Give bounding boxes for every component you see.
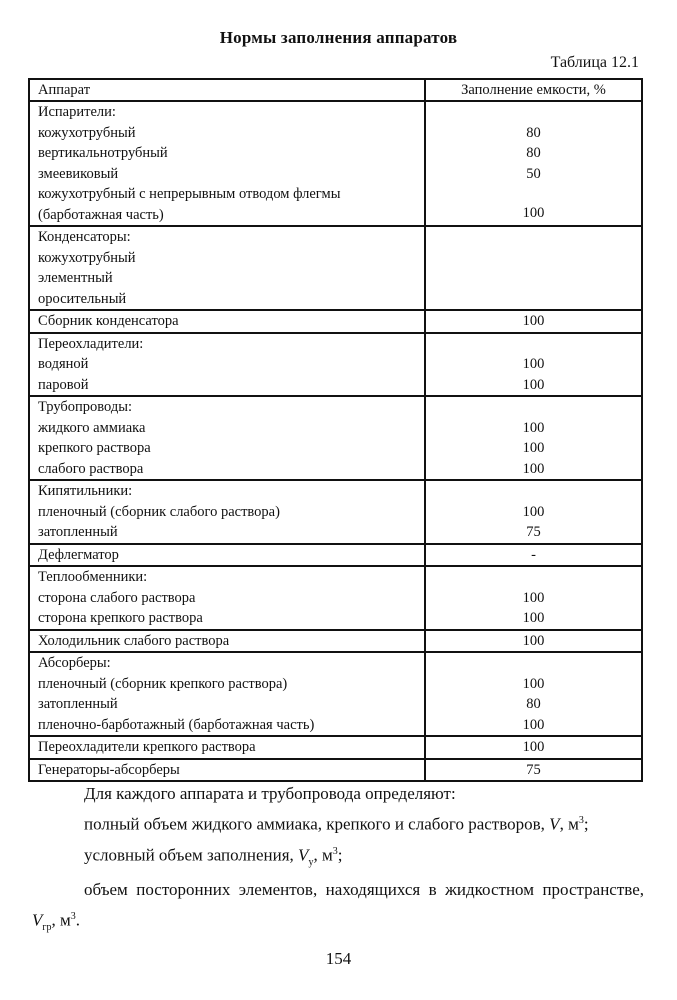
apparatus-cell: Сборник конденсатора bbox=[29, 310, 425, 333]
apparatus-cell: сторона крепкого раствора bbox=[29, 608, 425, 630]
fill-percent-cell: 100 bbox=[425, 674, 642, 695]
apparatus-cell: Кипятильники: bbox=[29, 480, 425, 502]
apparatus-cell: Трубопроводы: bbox=[29, 396, 425, 418]
apparatus-cell: оросительный bbox=[29, 289, 425, 311]
table-row bbox=[29, 652, 642, 674]
table-group bbox=[29, 652, 642, 736]
fill-percent-cell: 100 bbox=[425, 736, 642, 759]
apparatus-cell: Конденсаторы: bbox=[29, 226, 425, 248]
table-group bbox=[29, 226, 642, 310]
table-group bbox=[29, 544, 642, 567]
table-row bbox=[29, 566, 642, 588]
apparatus-cell: пленочно-барботажный (барботажная часть) bbox=[29, 715, 425, 737]
apparatus-cell: крепкого раствора bbox=[29, 438, 425, 459]
table-row bbox=[29, 630, 642, 653]
table-row bbox=[29, 502, 642, 523]
apparatus-cell: Переохладители: bbox=[29, 333, 425, 355]
table-title: Нормы заполнения аппаратов bbox=[219, 28, 458, 47]
fill-percent-cell: 100 bbox=[425, 502, 642, 523]
apparatus-cell: жидкого аммиака bbox=[29, 418, 425, 439]
table-row bbox=[29, 438, 642, 459]
fill-percent-cell: - bbox=[425, 544, 642, 567]
table-row bbox=[29, 143, 642, 164]
paragraph-foreign-volume: объем посторонних элементов, находящихся в жидкостном пространстве, $V_{гр}$, $м^3$. bbox=[32, 879, 644, 933]
table-row bbox=[29, 544, 642, 567]
apparatus-cell: кожухотрубный bbox=[29, 123, 425, 144]
table-group bbox=[29, 101, 642, 226]
apparatus-cell: кожухотрубный bbox=[29, 248, 425, 269]
table-group bbox=[29, 480, 642, 544]
table-row bbox=[29, 694, 642, 715]
page-number: 154 bbox=[325, 949, 352, 968]
fill-percent-cell bbox=[425, 333, 642, 355]
table-row bbox=[29, 289, 642, 311]
table-group bbox=[29, 566, 642, 630]
fill-percent-cell: 100 bbox=[425, 375, 642, 397]
fill-percent-cell: 100 bbox=[425, 184, 642, 226]
apparatus-cell: Холодильник слабого раствора bbox=[29, 630, 425, 653]
table-group bbox=[29, 310, 642, 333]
apparatus-cell: Дефлегматор bbox=[29, 544, 425, 567]
fill-percent-cell: 100 bbox=[425, 310, 642, 333]
apparatus-cell: элементный bbox=[29, 268, 425, 289]
fill-percent-cell bbox=[425, 226, 642, 248]
table-row bbox=[29, 333, 642, 355]
fill-percent-cell: 100 bbox=[425, 459, 642, 481]
table-row bbox=[29, 354, 642, 375]
apparatus-cell: водяной bbox=[29, 354, 425, 375]
table-row bbox=[29, 759, 642, 782]
table-group bbox=[29, 630, 642, 653]
fill-percent-cell bbox=[425, 101, 642, 123]
fill-percent-cell bbox=[425, 248, 642, 269]
table-row bbox=[29, 310, 642, 333]
fill-percent-cell bbox=[425, 652, 642, 674]
table-row bbox=[29, 226, 642, 248]
fill-percent-cell: 75 bbox=[425, 759, 642, 782]
apparatus-cell: змеевиковый bbox=[29, 164, 425, 185]
apparatus-cell: Генераторы-абсорберы bbox=[29, 759, 425, 782]
fill-percent-cell: 100 bbox=[425, 630, 642, 653]
apparatus-cell: пленочный (сборник слабого раствора) bbox=[29, 502, 425, 523]
table-row bbox=[29, 588, 642, 609]
table-row bbox=[29, 268, 642, 289]
apparatus-cell: Испарители: bbox=[29, 101, 425, 123]
apparatus-cell: Абсорберы: bbox=[29, 652, 425, 674]
apparatus-cell: вертикальнотрубный bbox=[29, 143, 425, 164]
table-row bbox=[29, 480, 642, 502]
table-group bbox=[29, 333, 642, 397]
fill-percent-cell: 100 bbox=[425, 608, 642, 630]
table-row bbox=[29, 418, 642, 439]
table-row bbox=[29, 459, 642, 481]
paragraph-fill-volume: условный объем заполнения, $V_у$, $м^3$; bbox=[84, 845, 343, 868]
fill-percent-cell: 80 bbox=[425, 694, 642, 715]
fill-percent-cell bbox=[425, 396, 642, 418]
table-group bbox=[29, 396, 642, 480]
table-row bbox=[29, 184, 642, 226]
header-fill: Заполнение емкости, % bbox=[425, 79, 642, 101]
table-row bbox=[29, 375, 642, 397]
fill-percent-cell: 100 bbox=[425, 588, 642, 609]
apparatus-cell: кожухотрубный с непрерывным отводом флегмы (барботажная часть) bbox=[29, 184, 425, 226]
apparatus-cell: Теплообменники: bbox=[29, 566, 425, 588]
paragraph-intro: Для каждого аппарата и трубопровода определяют: bbox=[84, 784, 456, 803]
fill-percent-cell: 100 bbox=[425, 438, 642, 459]
fill-percent-cell: 80 bbox=[425, 143, 642, 164]
fill-percent-cell: 100 bbox=[425, 354, 642, 375]
fill-percent-cell: 80 bbox=[425, 123, 642, 144]
apparatus-cell: сторона слабого раствора bbox=[29, 588, 425, 609]
fill-percent-cell bbox=[425, 566, 642, 588]
table-row bbox=[29, 608, 642, 630]
table-row bbox=[29, 396, 642, 418]
norms-table bbox=[28, 78, 643, 782]
fill-percent-cell bbox=[425, 480, 642, 502]
table-header-row bbox=[29, 79, 642, 101]
apparatus-cell: Переохладители крепкого раствора bbox=[29, 736, 425, 759]
table-row bbox=[29, 101, 642, 123]
fill-percent-cell: 75 bbox=[425, 522, 642, 544]
fill-percent-cell: 100 bbox=[425, 715, 642, 737]
apparatus-cell: затопленный bbox=[29, 522, 425, 544]
fill-percent-cell: 100 bbox=[425, 418, 642, 439]
fill-percent-cell bbox=[425, 268, 642, 289]
table-row bbox=[29, 248, 642, 269]
apparatus-cell: затопленный bbox=[29, 694, 425, 715]
table-row bbox=[29, 164, 642, 185]
paragraph-total-volume: полный объем жидкого аммиака, крепкого и слабого растворов, V, $м^3$; bbox=[84, 814, 589, 834]
fill-percent-cell: 50 bbox=[425, 164, 642, 185]
table-row bbox=[29, 123, 642, 144]
apparatus-cell: паровой bbox=[29, 375, 425, 397]
table-row bbox=[29, 674, 642, 695]
table-row bbox=[29, 736, 642, 759]
table-group bbox=[29, 736, 642, 759]
table-row bbox=[29, 522, 642, 544]
table-row bbox=[29, 715, 642, 737]
apparatus-cell: слабого раствора bbox=[29, 459, 425, 481]
fill-percent-cell bbox=[425, 289, 642, 311]
table-number: Таблица 12.1 bbox=[550, 54, 639, 71]
table-group bbox=[29, 759, 642, 782]
header-apparatus: Аппарат bbox=[29, 79, 425, 101]
apparatus-cell: пленочный (сборник крепкого раствора) bbox=[29, 674, 425, 695]
body-text bbox=[32, 780, 644, 941]
